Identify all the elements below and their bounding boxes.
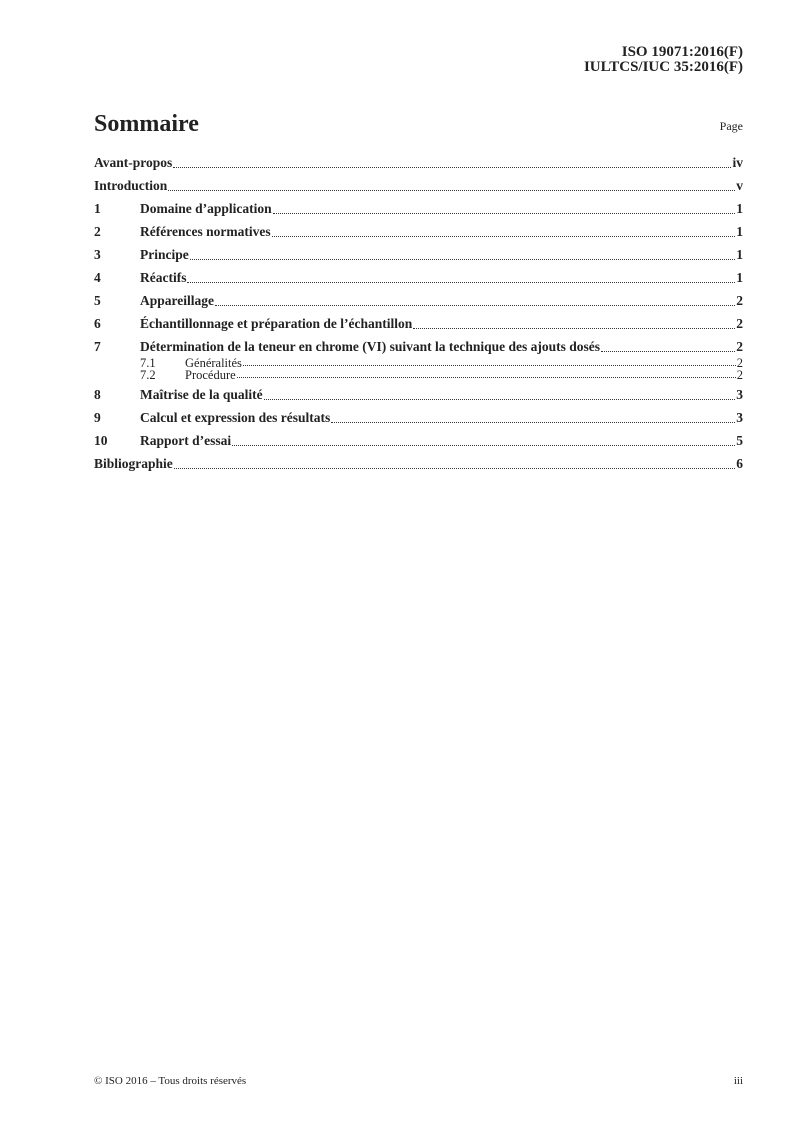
toc-entry-page: 1 bbox=[736, 247, 743, 262]
copyright-notice: © ISO 2016 – Tous droits réservés bbox=[94, 1075, 247, 1087]
dot-leader bbox=[173, 167, 731, 168]
toc-entry-title: Détermination de la teneur en chrome (VI) suivant la technique des ajouts dosés bbox=[140, 339, 600, 354]
dot-leader bbox=[174, 468, 735, 469]
dot-leader bbox=[243, 365, 736, 366]
toc-entry-number: 10 bbox=[94, 433, 108, 448]
toc-entry-page: 5 bbox=[736, 433, 743, 448]
toc-entry-2[interactable] bbox=[94, 224, 743, 242]
toc-entry-4[interactable] bbox=[94, 270, 743, 288]
toc-entry-page: 3 bbox=[736, 387, 743, 402]
toc-entry-5[interactable] bbox=[94, 293, 743, 311]
page-number: iii bbox=[733, 1075, 743, 1087]
toc-subentry-number: 7.2 bbox=[140, 368, 156, 382]
toc-entry-title: Références normatives bbox=[140, 224, 271, 239]
iultcs-number: IULTCS/IUC 35:2016(F) bbox=[583, 59, 743, 75]
dot-leader bbox=[215, 305, 735, 306]
toc-entry-title: Appareillage bbox=[140, 293, 214, 308]
toc-heading-row bbox=[94, 110, 743, 140]
toc-entry-7[interactable] bbox=[94, 339, 743, 357]
toc-entry-title: Maîtrise de la qualité bbox=[140, 387, 263, 402]
toc-entry-page: 2 bbox=[736, 339, 743, 354]
toc-entry-9[interactable] bbox=[94, 410, 743, 428]
toc-entry-8[interactable] bbox=[94, 387, 743, 405]
dot-leader bbox=[237, 377, 736, 378]
toc-entry-number: 8 bbox=[94, 387, 101, 402]
dot-leader bbox=[232, 445, 735, 446]
toc-entry-page: v bbox=[736, 178, 743, 193]
page-column-label: Page bbox=[719, 119, 743, 133]
dot-leader bbox=[413, 328, 735, 329]
toc-entry-page: 1 bbox=[736, 201, 743, 216]
dot-leader bbox=[273, 213, 736, 214]
toc-subentry-number: 7.1 bbox=[140, 356, 156, 370]
toc-entry-number: 5 bbox=[94, 293, 101, 308]
toc-entry-page: iv bbox=[732, 155, 743, 170]
toc-entry-avant-propos[interactable] bbox=[94, 155, 743, 173]
dot-leader bbox=[601, 351, 735, 352]
toc-entry-introduction[interactable] bbox=[94, 178, 743, 196]
toc-entry-1[interactable] bbox=[94, 201, 743, 219]
toc-entry-page: 3 bbox=[736, 410, 743, 425]
toc-entry-page: 1 bbox=[736, 270, 743, 285]
toc-entry-bibliographie[interactable] bbox=[94, 456, 743, 474]
dot-leader bbox=[168, 190, 735, 191]
toc-entry-page: 6 bbox=[736, 456, 743, 471]
toc-entry-title: Échantillonnage et préparation de l’échantillon bbox=[140, 316, 413, 331]
toc-entry-number: 1 bbox=[94, 201, 101, 216]
toc-entry-title: Réactifs bbox=[140, 270, 187, 285]
toc-entry-number: 4 bbox=[94, 270, 101, 285]
toc-entry-10[interactable] bbox=[94, 433, 743, 451]
toc-entry-page: 1 bbox=[736, 224, 743, 239]
toc-entry-number: 7 bbox=[94, 339, 101, 354]
toc-entry-3[interactable] bbox=[94, 247, 743, 265]
standard-number: ISO 19071:2016(F) bbox=[621, 44, 743, 60]
dot-leader bbox=[272, 236, 736, 237]
dot-leader bbox=[190, 259, 736, 260]
toc-subentry-title: Procédure bbox=[185, 368, 236, 382]
table-of-contents bbox=[94, 155, 743, 479]
toc-entry-6[interactable] bbox=[94, 316, 743, 334]
toc-entry-title: Bibliographie bbox=[94, 456, 173, 471]
dot-leader bbox=[264, 399, 736, 400]
toc-entry-number: 6 bbox=[94, 316, 101, 331]
toc-entry-title: Rapport d’essai bbox=[140, 433, 232, 448]
page-title: Sommaire bbox=[94, 111, 199, 137]
toc-subentry-page: 2 bbox=[736, 356, 743, 370]
toc-entry-title: Principe bbox=[140, 247, 189, 262]
toc-entry-number: 3 bbox=[94, 247, 101, 262]
toc-subentry-page: 2 bbox=[736, 368, 743, 382]
toc-subentry-7-2[interactable] bbox=[94, 369, 743, 381]
toc-entry-number: 2 bbox=[94, 224, 101, 239]
toc-entry-page: 2 bbox=[736, 293, 743, 308]
dot-leader bbox=[187, 282, 735, 283]
document-header bbox=[584, 45, 743, 75]
toc-entry-title: Avant-propos bbox=[94, 155, 173, 170]
dot-leader bbox=[331, 422, 735, 423]
toc-entry-page: 2 bbox=[736, 316, 743, 331]
toc-entry-number: 9 bbox=[94, 410, 101, 425]
toc-subentry-title: Généralités bbox=[185, 356, 242, 370]
toc-entry-title: Introduction bbox=[94, 178, 168, 193]
toc-entry-title: Domaine d’application bbox=[140, 201, 272, 216]
toc-entry-title: Calcul et expression des résultats bbox=[140, 410, 331, 425]
